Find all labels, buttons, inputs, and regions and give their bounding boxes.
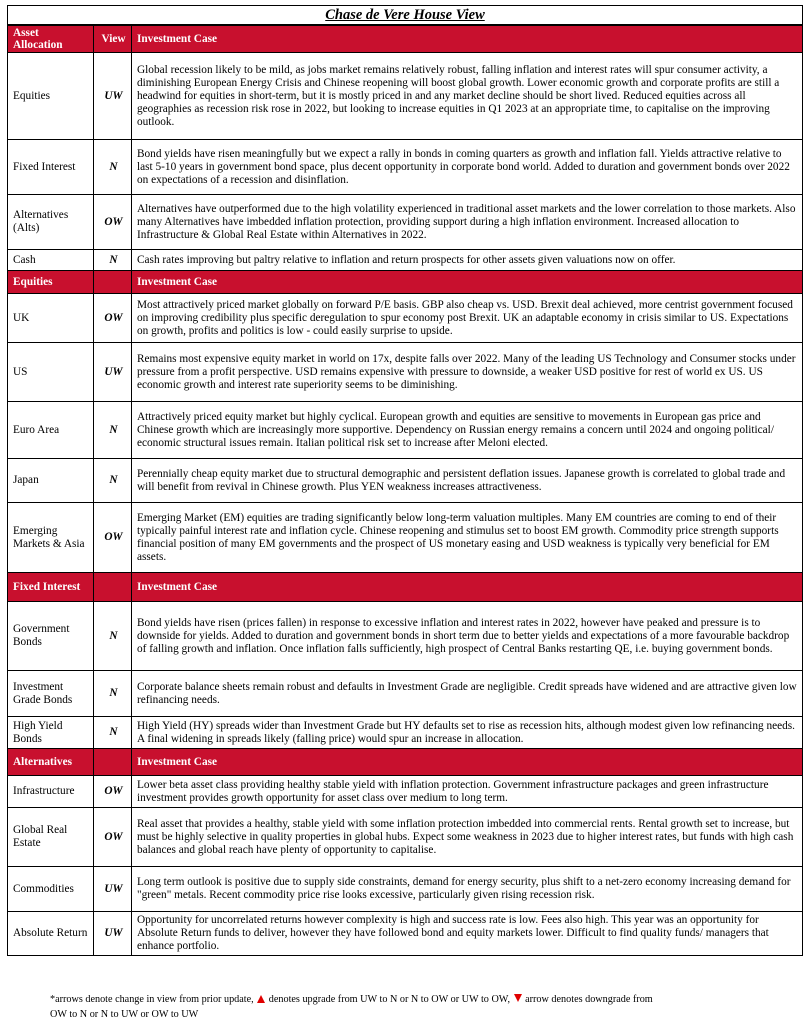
house-view-table [7,25,803,956]
footnote-part-3: arrow denotes downgrade from [525,994,653,1005]
view-rating: N [94,717,132,749]
header-investment-case: Investment Case [132,573,803,602]
header-view [94,271,132,294]
investment-case-text: Most attractively priced market globally on forward P/E basis. GBP also cheap vs. USD. Brexit deal achieved, more centrist government focused on improving credibility plus specific deregulation to spur economy post Brexit. UK an adaptable economy in crisis similar to US. Expectations on growth, profits and politics is low - could easily surprise to upside. [132,294,803,343]
view-rating: N [94,671,132,717]
header-investment-case: Investment Case [132,271,803,294]
investment-case-text: Bond yields have risen (prices fallen) in response to excessive inflation and interest rates in 2022, however have peaked and pressure is to downside for yields. Added to duration and government bonds in short term due to better yields and expectations of a more favourable backdrop of falling growth and inflation. Once inflation falls sufficiently, high prospect of Central Banks restarting QE, i.e. buying government bonds. [132,602,803,671]
view-rating: OW [94,503,132,573]
view-rating: UW [94,867,132,912]
view-rating: UW [94,912,132,956]
investment-case-text: Remains most expensive equity market in world on 17x, despite falls over 2022. Many of the leading US Technology and Consumer stocks under pressure from a profit perspective. USD remains expensive with pressure to downside, a weaker USD positive for rest of world ex US. US economic growth and interest rate superiority seems to be diminishing. [132,343,803,402]
investment-case-text: Corporate balance sheets remain robust and defaults in Investment Grade are negligible. Credit spreads have widened and are attractive given low refinancing needs. [132,671,803,717]
row-name: Alternatives (Alts) [8,195,94,250]
row-name: UK [8,294,94,343]
table-row [8,294,803,343]
header-view [94,573,132,602]
table-row [8,671,803,717]
header-investment-case: Investment Case [132,26,803,53]
row-name: Government Bonds [8,602,94,671]
header-fixed-interest: Fixed Interest [8,573,94,602]
row-name: High Yield Bonds [8,717,94,749]
view-rating: OW [94,294,132,343]
investment-case-text: High Yield (HY) spreads wider than Investment Grade but HY defaults set to rise as recession hits, although modest given low refinancing needs. A final widening in spreads likely (falling price) would spur an increase in allocation. [132,717,803,749]
footnote-part-4: OW to N or N to UW or OW to UW [50,1009,199,1020]
table-row [8,195,803,250]
table-row [8,343,803,402]
header-view [94,749,132,776]
view-rating: N [94,459,132,503]
row-name: Global Real Estate [8,808,94,867]
row-name: US [8,343,94,402]
investment-case-text: Real asset that provides a healthy, stable yield with some inflation protection imbedded into commercial rents. Rental growth set to increase, but must be highly selective in quality properties in global hubs. Expect some weakness in 2023 due to higher interest rates, but funds with high cash balances and global reach have plenty of opportunity to capitalise. [132,808,803,867]
red-up-triangle-icon [257,995,265,1003]
page-title: Chase de Vere House View [7,5,803,25]
row-name: Japan [8,459,94,503]
table-row [8,53,803,140]
view-rating: UW [94,53,132,140]
investment-case-text: Lower beta asset class providing healthy stable yield with inflation protection. Government infrastructure packages and green infrastructure investment provides growth opportunity for asset class over medium to long term. [132,776,803,808]
view-rating: OW [94,808,132,867]
header-asset-allocation: Asset Allocation [8,26,94,53]
view-rating: N [94,250,132,271]
row-name: Commodities [8,867,94,912]
investment-case-text: Perennially cheap equity market due to structural demographic and persistent deflation issues. Japanese growth is correlated to global trade and will benefit from revival in Chinese growth. Plus YEN weakness increases attractiveness. [132,459,803,503]
investment-case-text: Global recession likely to be mild, as jobs market remains relatively robust, falling inflation and interest rates will spur consumer activity, a diminishing European Energy Crisis and Chinese reopening will boost global growth. Lower economic growth and corporate profits are still a headwind for equities in short-term, but it is mostly priced in and any market decline should be short lived. Reduced equities across all geographies as recession risk rose in 2022, but looking to increase equities in Q1 2023 at an appropriate time, to capitalise on the improving outlook. [132,53,803,140]
table-row [8,808,803,867]
view-rating: N [94,402,132,459]
view-rating: N [94,140,132,195]
table-row [8,250,803,271]
header-equities: Equities [8,271,94,294]
row-name: Emerging Markets & Asia [8,503,94,573]
footnote-part-1: *arrows denote change in view from prior update, [50,994,254,1005]
row-name: Cash [8,250,94,271]
row-name: Euro Area [8,402,94,459]
view-rating: UW [94,343,132,402]
table-row [8,867,803,912]
investment-case-text: Long term outlook is positive due to supply side constraints, demand for energy security, plus shift to a net-zero economy increasing demand for "green" metals. Recent commodity price rise looks excessive, particularly given rising recession risk. [132,867,803,912]
investment-case-text: Alternatives have outperformed due to the high volatility experienced in traditional asset markets and the lower correlation to those markets. Also many Alternatives have imbedded inflation protection, providing support during a high inflation environment. Increased allocation to Infrastructure & Global Real Estate within Alternatives in 2022. [132,195,803,250]
red-down-triangle-icon [514,994,522,1002]
row-name: Infrastructure [8,776,94,808]
table-row [8,402,803,459]
row-name: Investment Grade Bonds [8,671,94,717]
view-rating: OW [94,776,132,808]
investment-case-text: Opportunity for uncorrelated returns however complexity is high and success rate is low. Fees also high. This year was an opportunity for Absolute Return funds to deliver, however they have followed bond and equity markets lower. Difficult to find quality funds/ managers that enhance portfolio. [132,912,803,956]
table-row [8,459,803,503]
table-row [8,717,803,749]
investment-case-text: Emerging Market (EM) equities are trading significantly below long-term valuation multiples. Many EM countries are coming to end of their typically painful interest rate and inflation cycle. Chinese reopening and stimulus set to boost EM growth. Commodity price strength supports financial position of many EM governments and the prospect of US monetary easing and USD weakness is typically very beneficial for EM assets. [132,503,803,573]
table-row [8,602,803,671]
header-investment-case: Investment Case [132,749,803,776]
view-rating: N [94,602,132,671]
header-view: View [94,26,132,53]
row-name: Fixed Interest [8,140,94,195]
house-view-page [7,5,803,956]
table-row [8,912,803,956]
row-name: Equities [8,53,94,140]
view-rating: OW [94,195,132,250]
section-header-asset-allocation [8,26,803,53]
header-alternatives: Alternatives [8,749,94,776]
section-header-equities [8,271,803,294]
investment-case-text: Attractively priced equity market but highly cyclical. European growth and equities are sensitive to movements in European gas price and Chinese growth which are increasingly more supportive. Dependency on Russian energy remains a concern until 2024 and ongoing political/ economic structural issues remain. Italian political risk set to increase after Meloni elected. [132,402,803,459]
section-header-alternatives [8,749,803,776]
table-row [8,140,803,195]
investment-case-text: Bond yields have risen meaningfully but we expect a rally in bonds in coming quarters as growth and inflation fall. Yields attractive relative to last 5-10 years in government bond space, plus decent opportunity in corporate bond world. Added to duration and government bonds over 2022 on expectations of a recession and disinflation. [132,140,803,195]
table-row [8,503,803,573]
investment-case-text: Cash rates improving but paltry relative to inflation and return prospects for other assets given valuations now on offer. [132,250,803,271]
row-name: Absolute Return [8,912,94,956]
section-header-fixed-interest [8,573,803,602]
footnote-part-2: denotes upgrade from UW to N or N to OW or UW to OW, [268,994,511,1005]
footnote [50,992,770,1022]
table-row [8,776,803,808]
